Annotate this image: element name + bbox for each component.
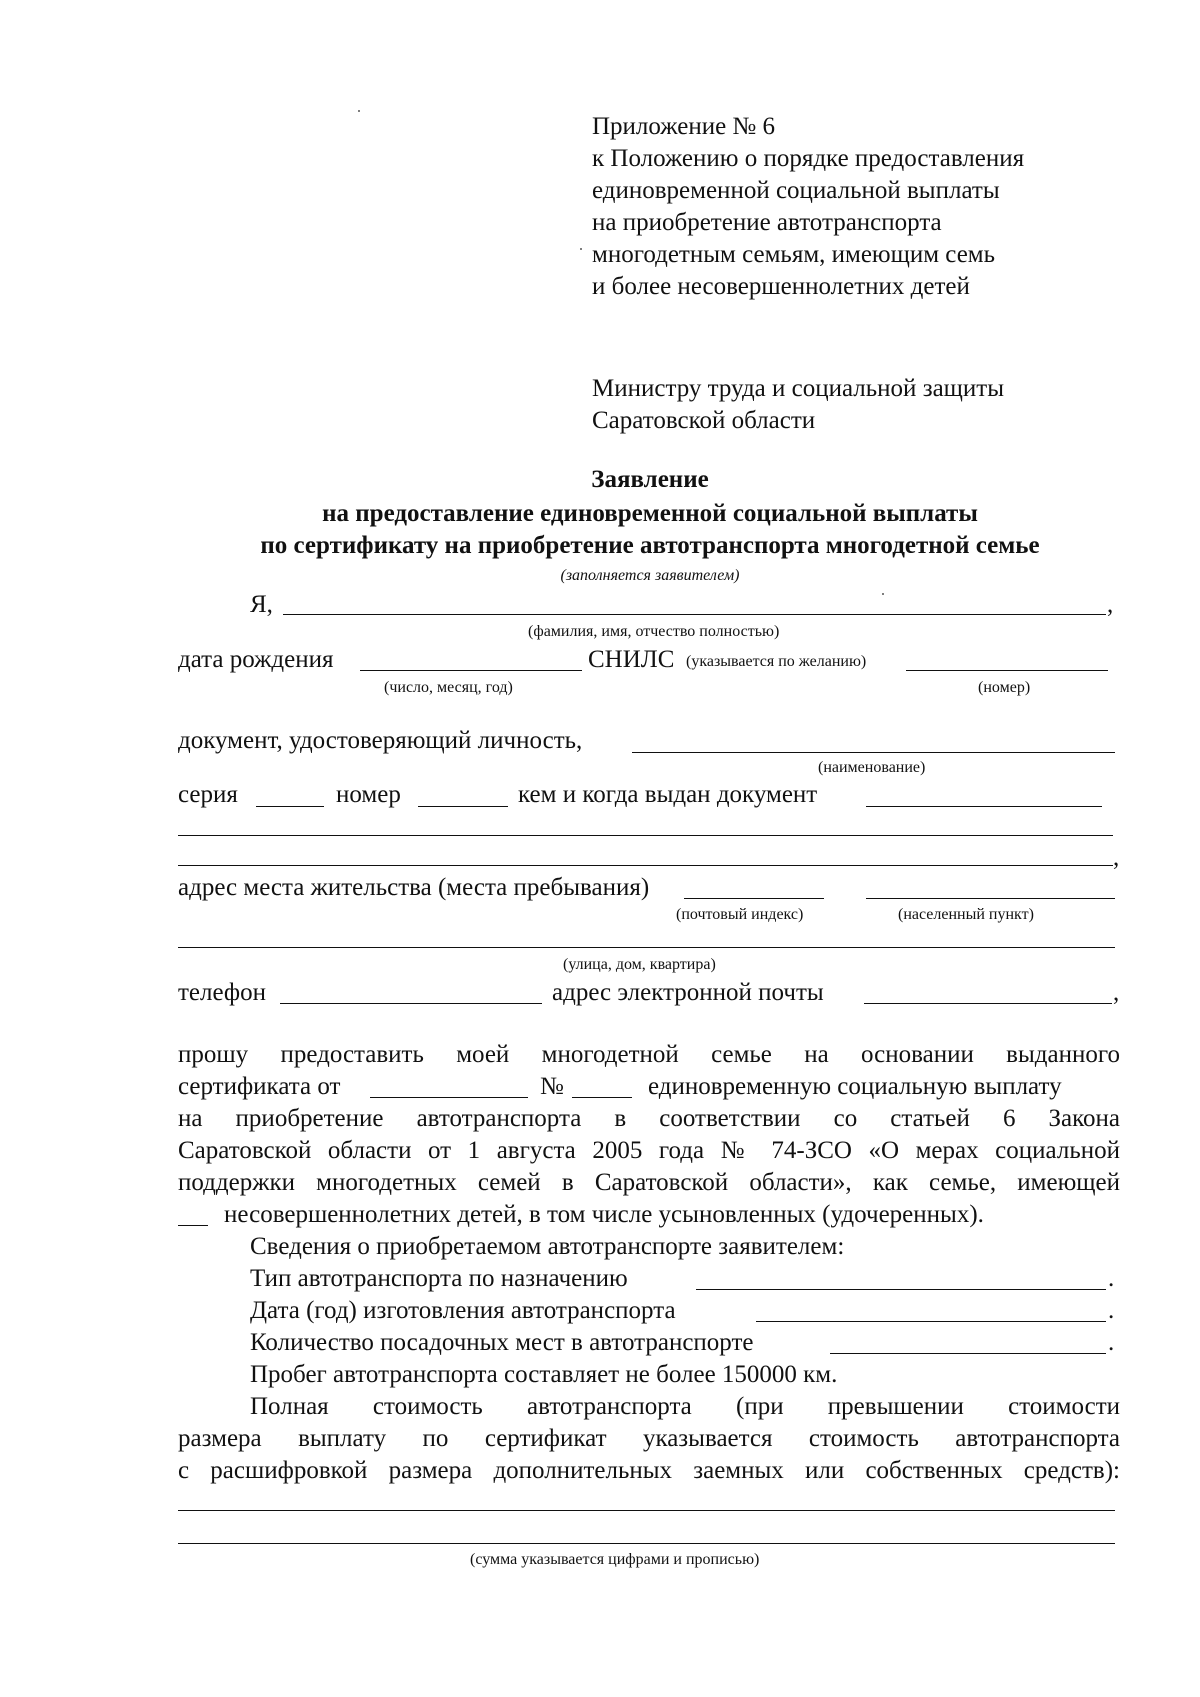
issued-by-field[interactable] [866,806,1102,807]
issued-by-field-line3[interactable] [178,865,1113,866]
vehicle-type-field[interactable] [696,1289,1106,1290]
date-hint: (число, месяц, год) [384,679,513,696]
request-line: прошу предоставить моей многодетной семье на основании выданного [178,1041,1120,1068]
vehicle-seats-label: Количество посадочных мест в автотранспорте [250,1329,754,1356]
phone-field[interactable] [280,1003,542,1004]
title-line: на предоставление единовременной социальной выплаты [322,500,978,527]
scan-speck [882,593,884,595]
fio-hint: (фамилия, имя, отчество полностью) [528,623,780,640]
issued-by-field-line2[interactable] [178,835,1113,836]
cost-line: с расшифровкой размера дополнительных заемных или собственных средств): [178,1457,1120,1484]
fill-note: (заполняется заявителем) [560,567,740,584]
cost-sum-field-line2[interactable] [178,1543,1115,1544]
settlement-hint: (населенный пункт) [898,906,1034,923]
period: . [1108,1297,1115,1324]
identity-doc-label: документ, удостоверяющий личность, [178,727,583,754]
comma: , [1113,844,1120,871]
certificate-date-field[interactable] [370,1097,528,1098]
request-line: сертификата от [178,1073,341,1100]
title-line: по сертификату на приобретение автотранспорта многодетной семье [260,532,1040,559]
sum-hint: (сумма указывается цифрами и прописью) [470,1551,760,1568]
postal-code-field[interactable] [684,898,824,899]
identity-doc-field[interactable] [632,752,1115,753]
document-title: Заявление [591,466,709,493]
postal-hint: (почтовый индекс) [676,906,804,923]
street-field[interactable] [178,947,1115,948]
comma: , [1113,979,1120,1006]
doc-number-label: номер [336,781,401,808]
scan-speck [580,248,582,250]
addressee-line: Министру труда и социальной защиты [592,375,1005,402]
snils-field[interactable] [906,670,1108,671]
series-field[interactable] [256,806,324,807]
cost-sum-field[interactable] [178,1510,1115,1511]
address-label: адрес места жительства (места пребывания) [178,874,650,901]
request-line: несовершеннолетних детей, в том числе усыновленных (удочеренных). [224,1201,984,1228]
addressee-line: Саратовской области [592,407,816,434]
appendix-line: Приложение № 6 [592,113,776,140]
period: . [1108,1265,1115,1292]
comma: , [1107,591,1114,618]
ya-label: Я, [250,591,273,618]
request-line: Саратовской области от 1 августа 2005 года № 74-ЗСО «О мерах социальной [178,1137,1120,1164]
vehicle-year-field[interactable] [756,1321,1106,1322]
issued-by-label: кем и когда выдан документ [518,781,818,808]
mileage-text: Пробег автотранспорта составляет не более 150000 км. [250,1361,838,1388]
request-line: на приобретение автотранспорта в соответствии со статьей 6 Закона [178,1105,1120,1132]
request-line: единовременную социальную выплату [648,1073,1062,1100]
appendix-line: на приобретение автотранспорта [592,209,942,236]
cost-line: Полная стоимость автотранспорта (при превышении стоимости [250,1393,1120,1420]
number-hint: (номер) [978,679,1031,696]
email-label: адрес электронной почты [552,979,824,1006]
settlement-field[interactable] [866,898,1115,899]
scan-speck [358,110,360,112]
vehicle-seats-field[interactable] [830,1353,1106,1354]
certificate-number-field[interactable] [572,1097,632,1098]
series-label: серия [178,781,238,808]
doc-number-field[interactable] [418,806,508,807]
name-hint: (наименование) [818,759,926,776]
cost-line: размера выплату по сертификат указывается стоимость автотранспорта [178,1425,1120,1452]
birth-date-field[interactable] [360,670,582,671]
children-count-field[interactable] [178,1225,208,1226]
snils-label: СНИЛС [588,646,675,673]
period: . [1108,1329,1115,1356]
appendix-line: и более несовершеннолетних детей [592,273,970,300]
appendix-line: единовременной социальной выплаты [592,177,1000,204]
appendix-line: к Положению о порядке предоставления [592,145,1025,172]
phone-label: телефон [178,979,266,1006]
request-line: № [540,1073,564,1100]
email-field[interactable] [864,1003,1112,1004]
snils-note: (указывается по желанию) [686,653,867,670]
vehicle-type-label: Тип автотранспорта по назначению [250,1265,628,1292]
vehicle-info-heading: Сведения о приобретаемом автотранспорте заявителем: [250,1233,845,1260]
street-hint: (улица, дом, квартира) [563,956,716,973]
request-line: поддержки многодетных семей в Саратовской области», как семье, имеющей [178,1169,1120,1196]
birth-date-label: дата рождения [178,646,334,673]
appendix-line: многодетным семьям, имеющим семь [592,241,996,268]
fio-field[interactable] [283,614,1106,615]
vehicle-year-label: Дата (год) изготовления автотранспорта [250,1297,676,1324]
